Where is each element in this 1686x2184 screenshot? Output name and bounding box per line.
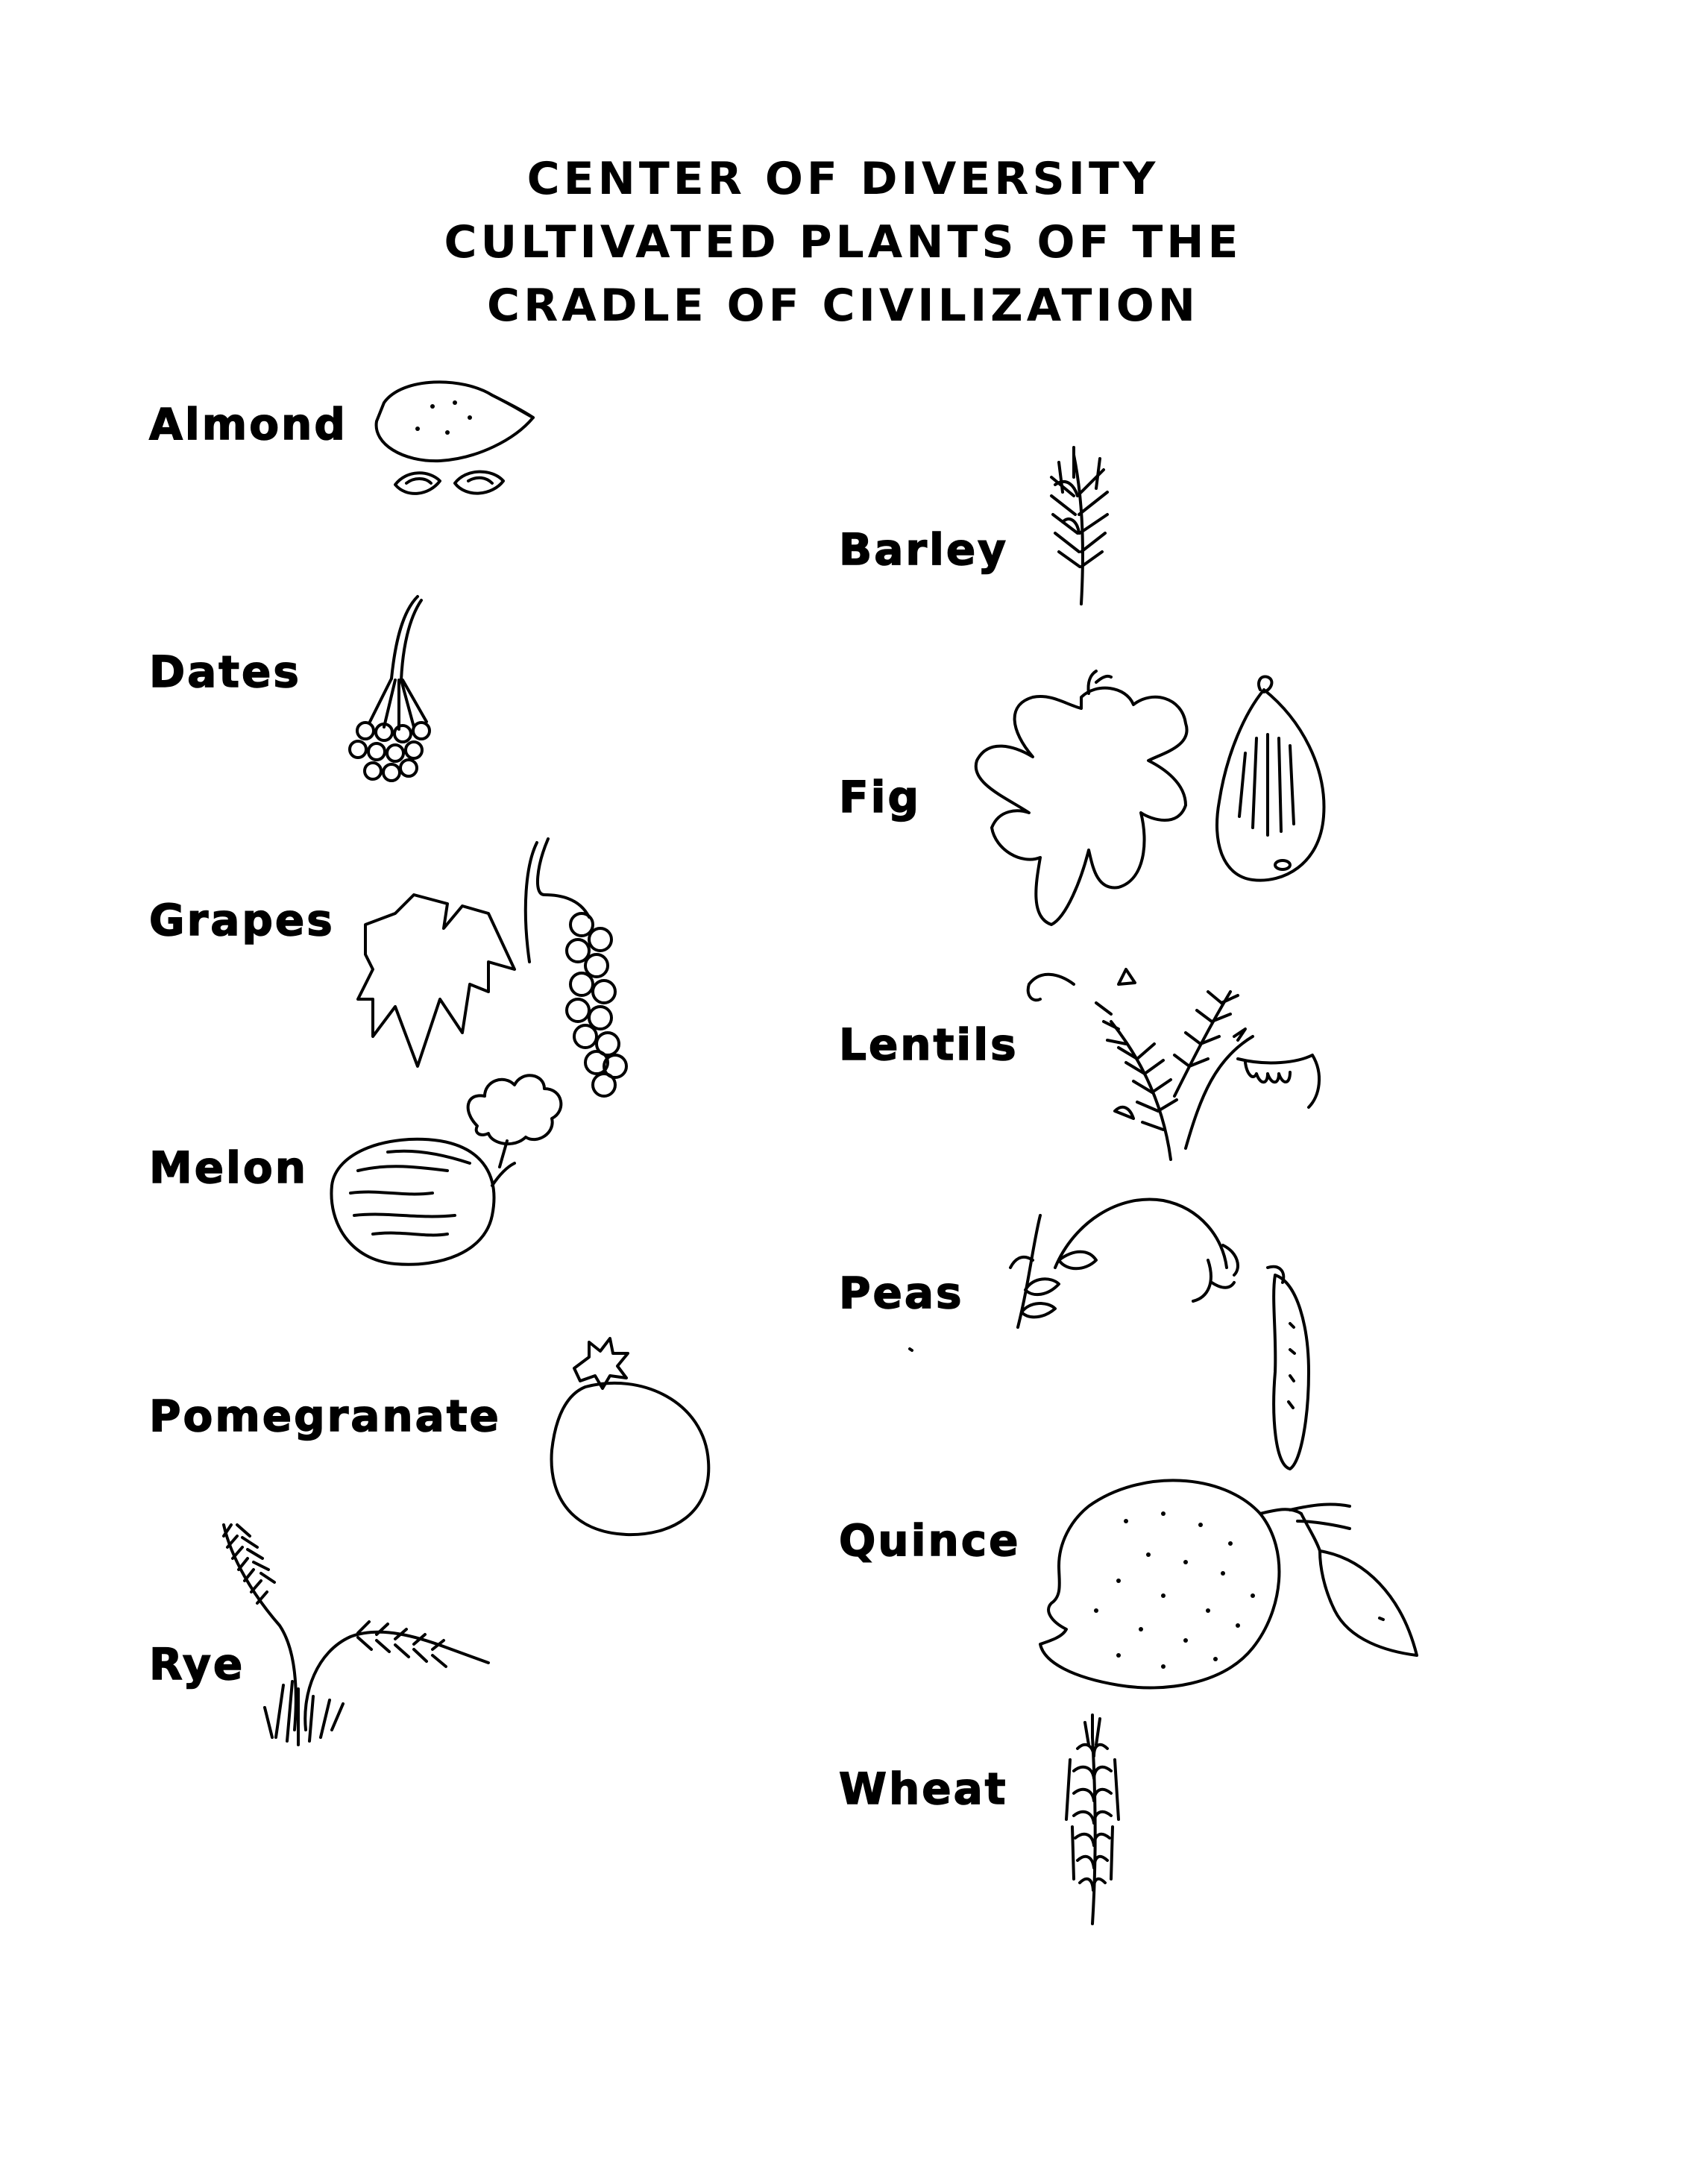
almond-icon xyxy=(377,382,533,494)
label-lentils: Lentils xyxy=(839,1019,1019,1070)
peas-icon xyxy=(910,1199,1309,1469)
melon-icon xyxy=(331,1075,561,1264)
label-fig: Fig xyxy=(839,772,922,822)
rye-icon xyxy=(224,1525,488,1745)
lentils-icon xyxy=(1028,969,1319,1159)
label-grapes: Grapes xyxy=(149,895,335,945)
fig-icon xyxy=(976,671,1324,925)
title-line-1: CENTER OF DIVERSITY xyxy=(526,153,1160,205)
label-dates: Dates xyxy=(149,646,301,697)
label-quince: Quince xyxy=(839,1515,1021,1566)
label-barley: Barley xyxy=(839,524,1008,575)
label-peas: Peas xyxy=(839,1268,964,1318)
title-line-3: CRADLE OF CIVILIZATION xyxy=(487,280,1199,332)
grapes-icon xyxy=(358,839,626,1096)
wheat-icon xyxy=(1066,1715,1119,1924)
label-almond: Almond xyxy=(149,399,347,450)
label-melon: Melon xyxy=(149,1142,309,1193)
pomegranate-icon xyxy=(552,1338,709,1535)
label-rye: Rye xyxy=(149,1639,245,1690)
label-pomegranate: Pomegranate xyxy=(149,1391,501,1441)
label-wheat: Wheat xyxy=(839,1763,1008,1814)
barley-icon xyxy=(1051,447,1107,604)
title-line-2: CULTIVATED PLANTS OF THE xyxy=(444,216,1242,268)
dates-icon xyxy=(350,597,430,781)
quince-icon xyxy=(1040,1480,1417,1687)
